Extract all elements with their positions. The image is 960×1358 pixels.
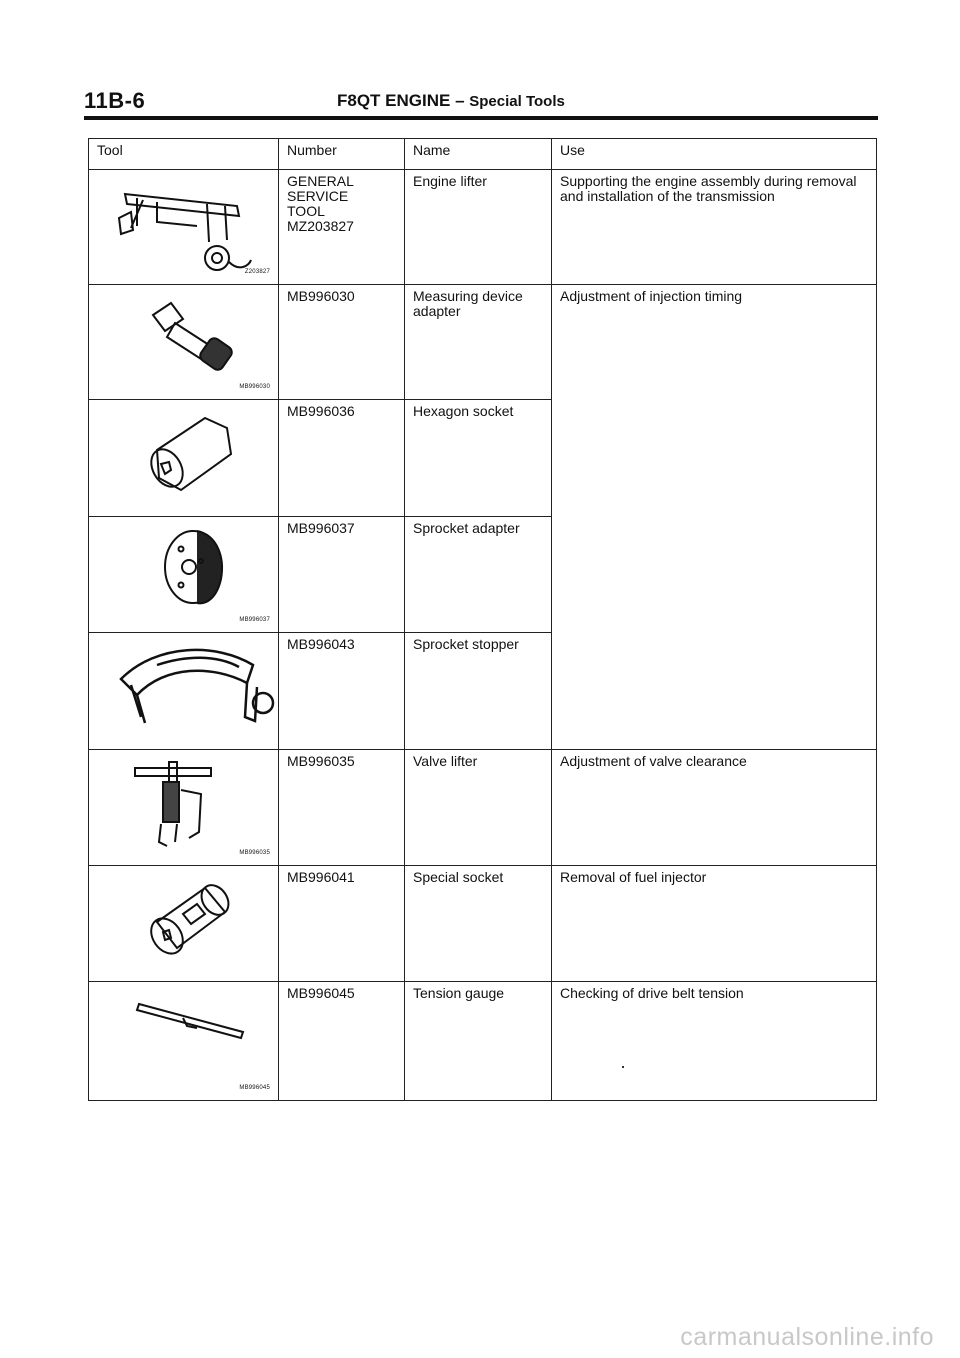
title-main: F8QT ENGINE (337, 91, 451, 110)
tool-name: Hexagon socket (405, 400, 552, 517)
tool-image-cell (89, 400, 279, 517)
tool-number: MB996036 (279, 400, 405, 517)
tool-caption: MB996045 (239, 1085, 270, 1091)
tension-gauge-illustration (97, 986, 286, 1096)
tool-number: MB996035 (279, 750, 405, 866)
tool-caption: Z203827 (244, 269, 270, 275)
tool-name: Engine lifter (405, 170, 552, 285)
table-header-row (89, 139, 877, 170)
sprocket-adapter-illustration (97, 521, 286, 628)
tool-name: Sprocket stopper (405, 633, 552, 750)
sprocket-stopper-illustration (97, 637, 286, 745)
title-separator: – (450, 91, 470, 110)
tool-image-cell (89, 982, 279, 1101)
header-rule (84, 116, 878, 120)
tool-number: MB996030 (279, 285, 405, 400)
tool-number-line: MZ203827 (287, 218, 354, 234)
tool-number-line: GENERAL (287, 173, 354, 189)
tool-use: Adjustment of injection timing (552, 285, 877, 750)
tool-number-line: SERVICE (287, 188, 349, 204)
table-row (89, 285, 877, 400)
tool-caption: MB996035 (239, 850, 270, 856)
tool-image-cell (89, 517, 279, 633)
tool-name: Tension gauge (405, 982, 552, 1101)
tool-name (405, 285, 552, 400)
tool-image-cell (89, 633, 279, 750)
tool-name-line: adapter (413, 303, 461, 319)
tool-number: MB996037 (279, 517, 405, 633)
tool-use: Removal of fuel injector (552, 866, 877, 982)
col-header-use: Use (552, 139, 877, 170)
tool-name: Valve lifter (405, 750, 552, 866)
tool-use: Adjustment of valve clearance (552, 750, 877, 866)
tool-name: Sprocket adapter (405, 517, 552, 633)
tool-number: MB996041 (279, 866, 405, 982)
tool-caption: MB996030 (239, 384, 270, 390)
tool-caption: MB996037 (239, 617, 270, 623)
title-sub: Special Tools (469, 93, 565, 110)
table-row (89, 866, 877, 982)
col-header-name: Name (405, 139, 552, 170)
col-header-tool: Tool (89, 139, 279, 170)
tool-name: Special socket (405, 866, 552, 982)
special-socket-illustration (97, 870, 286, 977)
special-tools-table (88, 138, 877, 1101)
hexagon-socket-illustration (97, 404, 286, 512)
tool-image-cell (89, 866, 279, 982)
tool-number: MB996043 (279, 633, 405, 750)
col-header-number: Number (279, 139, 405, 170)
tool-name-line: Measuring device (413, 288, 523, 304)
tool-image-cell (89, 750, 279, 866)
table-row (89, 982, 877, 1101)
tool-number-line: TOOL (287, 203, 325, 219)
tool-number (279, 170, 405, 285)
tool-use: Checking of drive belt tension (552, 982, 877, 1101)
tool-use: Supporting the engine assembly during removal and installation of the transmission (552, 170, 877, 285)
tool-number: MB996045 (279, 982, 405, 1101)
tool-image-cell (89, 170, 279, 285)
table-row (89, 750, 877, 866)
tool-image-cell (89, 285, 279, 400)
stray-dot (622, 1066, 624, 1068)
watermark: carmanualsonline.info (680, 1323, 934, 1351)
page-title (337, 91, 565, 111)
valve-lifter-illustration (97, 754, 286, 861)
table-row (89, 170, 877, 285)
page-number: 11B-6 (84, 88, 146, 113)
